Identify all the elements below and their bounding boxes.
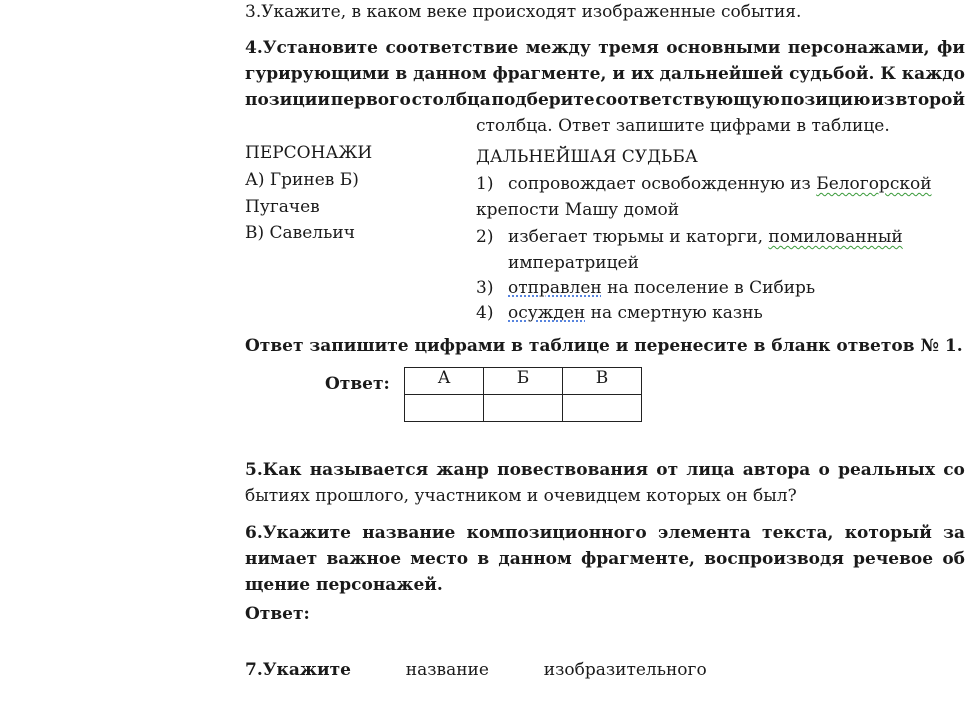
question-3: 3.Укажите, в каком веке происходят изображенные события. — [245, 2, 802, 22]
fates-heading: ДАЛЬНЕЙШАЯ СУДЬБА — [476, 147, 698, 167]
fate-item-3: 3) отправлен на поселение в Сибирь — [476, 278, 816, 298]
answer-cell-v[interactable] — [563, 395, 642, 422]
fate-item-2: 2) избегает тюрьмы и каторги, помилованный — [476, 227, 903, 247]
character-row-1: А) Гринев Б) — [245, 170, 359, 190]
answer-header-b: Б — [484, 368, 563, 395]
answer-label: Ответ: — [325, 374, 390, 394]
question-6-line-1: 6.Укажите название композиционного элемента текста, который за — [245, 523, 965, 543]
spellcheck-word: Белогорской — [816, 174, 932, 194]
question-6-line-2: нимает важное место в данном фрагменте, воспроизводя речевое об — [245, 549, 965, 569]
question-4-line-4: столбца. Ответ запишите цифрами в таблице. — [476, 116, 890, 136]
question-4-line-2: гурирующими в данном фрагменте, и их дальнейшей судьбой. К каждо — [245, 64, 965, 84]
answer-cell-b[interactable] — [484, 395, 563, 422]
fate-item-1-cont: крепости Машу домой — [476, 200, 680, 220]
answer-instruction: Ответ запишите цифрами в таблице и перенесите в бланк ответов № 1. — [245, 336, 963, 356]
answer-table-header-row — [405, 368, 642, 395]
grammar-word: отправлен — [508, 278, 602, 298]
answer-table — [404, 367, 642, 422]
answer-table-value-row — [405, 395, 642, 422]
fate-item-4: 4) осужден на смертную казнь — [476, 303, 763, 323]
question-7: 7.Укажите название изобразительного — [245, 660, 707, 680]
characters-heading: ПЕРСОНАЖИ — [245, 143, 373, 163]
answer-header-v: В — [563, 368, 642, 395]
question-5-line-2: бытиях прошлого, участником и очевидцем которых он был? — [245, 486, 797, 506]
fate-item-1: 1) сопровождает освобожденную из Белогорской — [476, 174, 932, 194]
question-4-line-3: позиции первого столбца подберите соответствующую позицию из второй — [245, 90, 965, 110]
spellcheck-word: помилованный — [768, 227, 903, 247]
character-row-2: Пугачев — [245, 197, 320, 217]
fate-item-2-cont: императрицей — [508, 253, 639, 273]
character-row-3: В) Савельич — [245, 223, 355, 243]
question-5-line-1: 5.Как называется жанр повествования от лица автора о реальных со — [245, 460, 965, 480]
question-4-line-1: 4.Установите соответствие между тремя основными персонажами, фи — [245, 38, 965, 58]
question-6-answer-label: Ответ: — [245, 604, 310, 624]
answer-header-a: А — [405, 368, 484, 395]
answer-cell-a[interactable] — [405, 395, 484, 422]
grammar-word: осужден — [508, 303, 586, 323]
question-6-line-3: щение персонажей. — [245, 575, 443, 595]
